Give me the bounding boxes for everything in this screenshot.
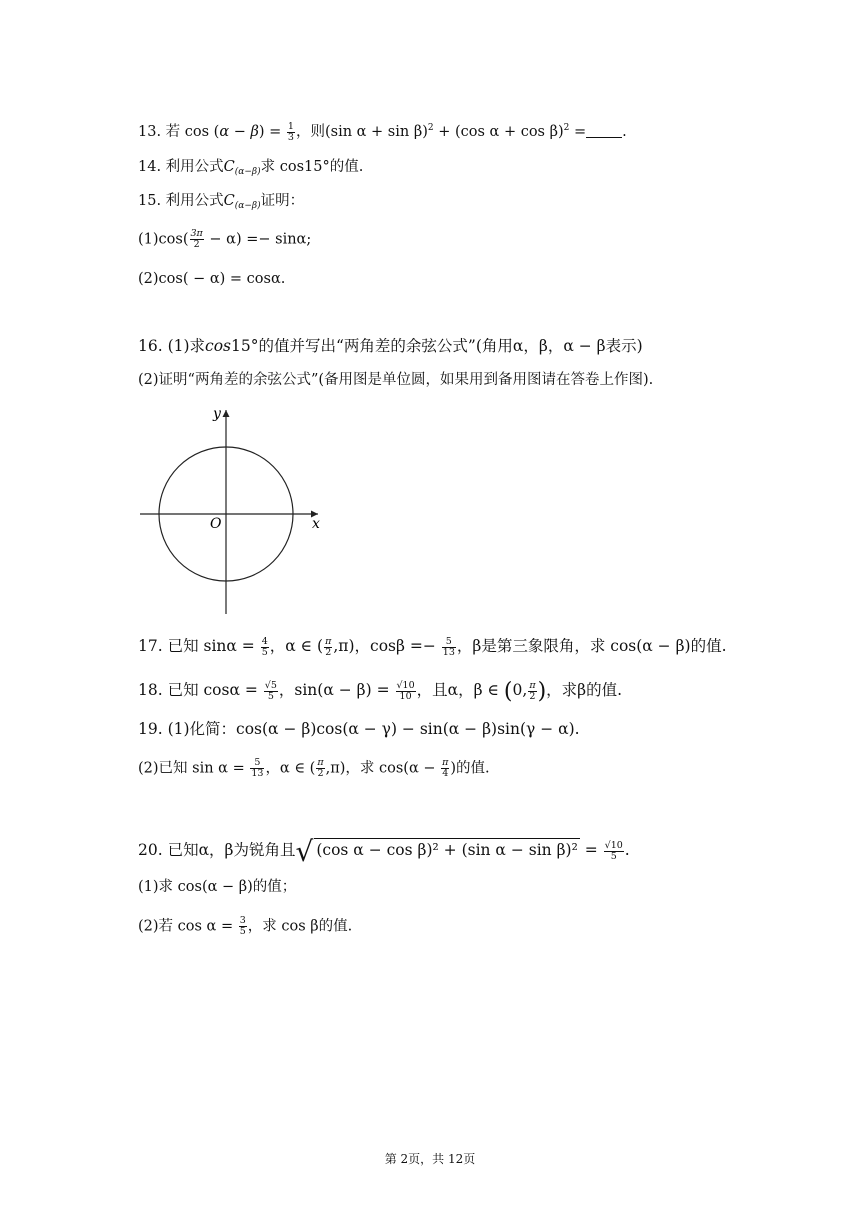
q18-open-paren: ( (503, 679, 513, 704)
question-18 (138, 680, 622, 702)
unit-circle-diagram (136, 406, 326, 616)
q13-text-f: + (cos α + cos β) (433, 124, 564, 140)
q16-cos: cos (205, 337, 232, 355)
q19-2-frac-3 (441, 758, 449, 779)
q19-2-frac-1-den: 13 (251, 768, 264, 779)
question-17 (138, 636, 727, 658)
q18-frac-1 (264, 681, 278, 702)
q13-text-a: cos ( (184, 124, 220, 140)
q19-2-mid-2: ,π)，求 cos(α − (325, 760, 441, 777)
q17-pre: 17. 已知 sinα = (138, 637, 260, 655)
q20-2-frac-den: 5 (239, 926, 246, 937)
q19-2-post: )的值. (450, 760, 490, 777)
q20-frac-num: √10 (604, 839, 623, 851)
question-19-part-2 (138, 758, 490, 779)
q17-frac-2 (324, 637, 332, 658)
q17-frac-3-den: 13 (442, 646, 455, 658)
q20-radical-sign: √ (295, 835, 314, 868)
q16-post: 15°的值并写出“两角差的余弦公式”(角用α，β，α − β表示) (231, 337, 643, 355)
q14-pre: 14. 利用公式 (138, 159, 224, 175)
q13-sup-1: 2 (427, 123, 434, 133)
q14-formula-sub: (α−β) (234, 167, 261, 177)
question-20-part-1 (138, 877, 296, 897)
q18-post: ，求β的值. (546, 681, 623, 699)
q13-text-e: (sin α + sin β) (324, 124, 428, 140)
q19-2-frac-3-num: π (442, 757, 449, 768)
q20-equals: = (579, 841, 603, 859)
question-15 (138, 191, 304, 216)
q15-pre: 15. 利用公式 (138, 193, 224, 209)
q17-mid-2: ,π)，cosβ =− (333, 637, 441, 655)
question-15-part-1 (138, 229, 311, 250)
q14-formula-c: C (223, 159, 235, 175)
q15-1-fraction (190, 229, 204, 250)
question-20-part-2 (138, 916, 352, 937)
q19-2-frac-3-den: 4 (442, 768, 449, 779)
q17-frac-2-den: 2 (325, 646, 332, 658)
q13-text-d: ，则 (295, 124, 325, 140)
q16-2-text: (2)证明“两角差的余弦公式”(备用图是单位圆，如果用到备用图请在答卷上作图). (138, 372, 654, 388)
q20-2-fraction (239, 916, 247, 937)
question-16-part-2 (138, 370, 653, 390)
q18-close-paren: ) (537, 679, 547, 704)
q18-frac-1-den: 5 (267, 690, 274, 702)
q18-frac-2-num: √10 (396, 679, 415, 691)
q14-post: 求 cos15°的值. (260, 159, 364, 175)
question-15-part-2 (138, 269, 285, 289)
q18-mid-2: ，且α，β ∈ (416, 681, 504, 699)
q19-text: 19. (1)化简：cos(α − β)cos(α − γ) − sin(α − β)sin(γ − α). (138, 720, 580, 738)
q13-sup-2: 2 (563, 123, 570, 133)
q18-frac-3 (528, 681, 536, 702)
q18-mid-1: ，sin(α − β) = (278, 681, 395, 699)
q15-1-frac-num: 3π (190, 228, 203, 239)
q13-fraction (287, 122, 295, 143)
q13-frac-num: 1 (287, 120, 294, 132)
q15-1-post: − α) =− sinα; (204, 231, 312, 248)
q20-frac-den: 5 (610, 850, 617, 862)
q20-pre: 20. 已知α，β为锐角且 (138, 841, 296, 859)
q19-2-frac-2 (316, 758, 324, 779)
q20-fraction (604, 841, 624, 862)
q15-formula-c: C (223, 193, 235, 209)
q16-pre: 16. (1)求 (138, 337, 206, 355)
q17-mid-1: ，α ∈ ( (269, 637, 324, 655)
q15-post: 证明： (260, 193, 305, 209)
q18-frac-2-den: 10 (399, 690, 412, 702)
q19-2-mid: ，α ∈ ( (265, 760, 316, 777)
q19-2-frac-2-den: 2 (317, 768, 324, 779)
q18-frac-2 (396, 681, 416, 702)
q13-number: 13. 若 (138, 124, 185, 140)
q17-frac-3 (442, 637, 456, 658)
q17-frac-1-num: 4 (261, 635, 268, 647)
q18-interval-start: 0, (512, 681, 528, 699)
q13-text-c: ) = (258, 124, 286, 140)
y-axis-arrow (223, 410, 230, 417)
q13-text-h: . (622, 124, 627, 140)
q18-pre: 18. 已知 cosα = (138, 681, 263, 699)
q18-frac-1-num: √5 (264, 679, 277, 691)
q17-frac-2-num: π (325, 635, 332, 647)
q17-frac-1 (261, 637, 269, 658)
q20-1-text: (1)求 cos(α − β)的值； (138, 879, 297, 895)
q20-2-frac-num: 3 (239, 915, 246, 926)
q15-formula-sub: (α−β) (234, 201, 261, 211)
question-20 (138, 835, 630, 868)
q19-2-frac-1-num: 5 (250, 758, 264, 769)
q17-frac-3-num: 5 (442, 637, 456, 648)
question-13 (138, 118, 627, 143)
origin-label: O (210, 516, 222, 532)
q13-frac-den: 3 (287, 131, 294, 143)
q19-2-pre: (2)已知 sin α = (138, 760, 250, 777)
q17-frac-1-den: 5 (261, 646, 268, 658)
y-axis-label: y (213, 406, 221, 422)
q15-1-pre: (1)cos( (138, 231, 189, 248)
q17-post: ，β是第三象限角，求 cos(α − β)的值. (456, 637, 727, 655)
q19-2-frac-2-num: π (317, 757, 324, 768)
q15-1-frac-den: 2 (193, 239, 200, 250)
q18-frac-3-num: π (529, 679, 536, 691)
q13-text-b: α − β (219, 124, 259, 140)
q20-2-post: ，求 cos β的值. (247, 918, 353, 935)
question-19 (138, 719, 580, 739)
q20-radicand: (cos α − cos β)² + (sin α − sin β)² (314, 838, 579, 860)
q15-2-text: (2)cos( − α) = cosα. (138, 271, 286, 287)
q13-text-g: = (569, 124, 587, 140)
question-16 (138, 336, 643, 356)
x-axis-label: x (312, 516, 320, 532)
page-footer: 第 2页，共 12页 (384, 1152, 476, 1166)
q18-frac-3-den: 2 (529, 690, 536, 702)
q20-2-pre: (2)若 cos α = (138, 918, 238, 935)
q13-answer-blank (586, 123, 622, 138)
question-14 (138, 157, 363, 182)
q20-post: . (624, 841, 630, 859)
q19-2-frac-1 (250, 758, 264, 779)
